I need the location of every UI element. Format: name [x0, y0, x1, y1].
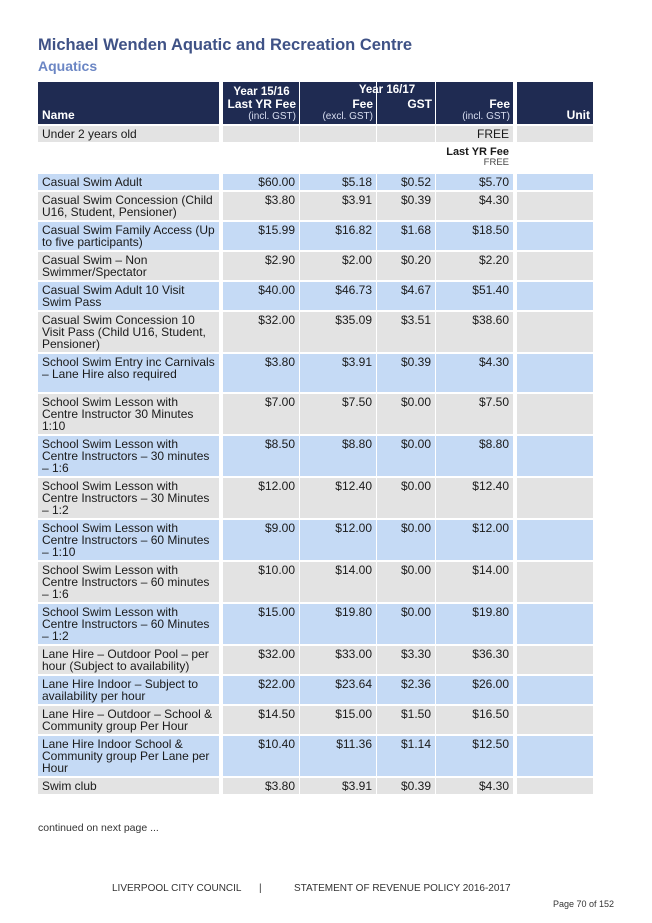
row-last-yr-fee: $15.00 — [223, 604, 299, 644]
row-name: School Swim Lesson with Centre Instructors – 60 Minutes – 1:10 — [38, 520, 219, 560]
row-last-yr-fee: $40.00 — [223, 282, 299, 310]
row-fee-excl-gst: $16.82 — [300, 222, 376, 250]
row-fee-incl-gst: $14.00 — [436, 562, 513, 602]
table-row-under-2 — [38, 126, 593, 142]
row-gst: $0.52 — [377, 174, 435, 190]
table-row — [38, 604, 593, 644]
table-row — [38, 282, 593, 310]
row-gst: $0.39 — [377, 778, 435, 794]
row-last-yr-fee: $22.00 — [223, 676, 299, 704]
row-last-yr-fee: $2.90 — [223, 252, 299, 280]
table-row — [38, 222, 593, 250]
row-last-yr-fee: $8.50 — [223, 436, 299, 476]
row-last-yr-fee: $3.80 — [223, 192, 299, 220]
row-fee-excl-gst: $33.00 — [300, 646, 376, 674]
column-header-last-yr-fee: Year 15/16 Last YR Fee (incl. GST) — [223, 82, 299, 124]
column-header-name: Name — [38, 82, 219, 124]
row-fee-excl-gst: $14.00 — [300, 562, 376, 602]
page-number: Page 70 of 152 — [553, 899, 615, 909]
row-fee-excl-gst: $2.00 — [300, 252, 376, 280]
row-gst: $0.00 — [377, 604, 435, 644]
row-name: Casual Swim Adult 10 Visit Swim Pass — [38, 282, 219, 310]
row-fee-incl-gst: $36.30 — [436, 646, 513, 674]
row-last-yr-fee: $32.00 — [223, 312, 299, 352]
row-name: Lane Hire Indoor School & Community group Per Lane per Hour — [38, 736, 219, 776]
table-row — [38, 736, 593, 776]
table-row — [38, 252, 593, 280]
row-name: Casual Swim – Non Swimmer/Spectator — [38, 252, 219, 280]
row-name: Under 2 years old — [38, 126, 219, 142]
row-gst: $0.00 — [377, 562, 435, 602]
table-row — [38, 778, 593, 794]
row-name: Casual Swim Concession (Child U16, Student, Pensioner) — [38, 192, 219, 220]
row-name: Lane Hire Indoor – Subject to availability per hour — [38, 676, 219, 704]
last-yr-fee-note: Last YR Fee FREE — [436, 144, 513, 172]
row-gst: $0.20 — [377, 252, 435, 280]
row-fee-incl-gst: $5.70 — [436, 174, 513, 190]
table-row — [38, 646, 593, 674]
row-gst: $3.30 — [377, 646, 435, 674]
row-gst: $0.39 — [377, 192, 435, 220]
continued-note: continued on next page ... — [38, 822, 159, 834]
table-row — [38, 354, 593, 392]
row-name: Casual Swim Adult — [38, 174, 219, 190]
row-fee-incl-gst: $51.40 — [436, 282, 513, 310]
row-fee-incl-gst: $7.50 — [436, 394, 513, 434]
row-fee-incl-gst: $12.50 — [436, 736, 513, 776]
row-gst: $0.00 — [377, 520, 435, 560]
row-fee-excl-gst: $3.91 — [300, 354, 376, 392]
row-fee-incl-gst: $38.60 — [436, 312, 513, 352]
row-unit — [517, 222, 593, 250]
row-unit — [517, 706, 593, 734]
table-row-under-2-note — [38, 144, 593, 172]
row-unit — [517, 778, 593, 794]
fees-table — [37, 80, 594, 796]
row-unit — [517, 520, 593, 560]
row-fee-incl-gst: $4.30 — [436, 354, 513, 392]
row-fee-incl-gst: $12.00 — [436, 520, 513, 560]
row-fee-excl-gst: $5.18 — [300, 174, 376, 190]
row-last-yr-fee: $60.00 — [223, 174, 299, 190]
row-unit — [517, 394, 593, 434]
row-name: Swim club — [38, 778, 219, 794]
row-last-yr-fee: $10.40 — [223, 736, 299, 776]
row-fee-incl-gst: $19.80 — [436, 604, 513, 644]
row-fee-incl-gst: $18.50 — [436, 222, 513, 250]
row-name: School Swim Lesson with Centre Instructor 30 Minutes 1:10 — [38, 394, 219, 434]
row-unit — [517, 436, 593, 476]
row-name: Casual Swim Family Access (Up to five participants) — [38, 222, 219, 250]
row-gst: $0.00 — [377, 478, 435, 518]
row-unit — [517, 192, 593, 220]
table-row — [38, 562, 593, 602]
row-fee-incl-gst: $26.00 — [436, 676, 513, 704]
row-fee-incl-gst: $4.30 — [436, 778, 513, 794]
row-gst: $1.50 — [377, 706, 435, 734]
row-last-yr-fee: $15.99 — [223, 222, 299, 250]
row-unit — [517, 312, 593, 352]
row-fee-excl-gst: $3.91 — [300, 778, 376, 794]
footer-document-title: STATEMENT OF REVENUE POLICY 2016-2017 — [294, 883, 511, 894]
table-row — [38, 394, 593, 434]
row-fee-excl-gst: $46.73 — [300, 282, 376, 310]
row-fee-excl-gst: $12.40 — [300, 478, 376, 518]
table-row — [38, 706, 593, 734]
column-header-year-1617: Year 16/17 — [358, 84, 416, 96]
row-gst: $0.00 — [377, 436, 435, 476]
row-gst: $3.51 — [377, 312, 435, 352]
column-header-fee-incl: Fee (incl. GST) — [436, 82, 513, 124]
row-fee-excl-gst: $8.80 — [300, 436, 376, 476]
row-gst: $1.14 — [377, 736, 435, 776]
table-row — [38, 174, 593, 190]
column-header-gst: Year 16/17 GST — [377, 82, 435, 124]
table-row — [38, 478, 593, 518]
row-unit — [517, 676, 593, 704]
footer-organisation: LIVERPOOL CITY COUNCIL — [112, 883, 242, 894]
row-unit — [517, 646, 593, 674]
row-gst: $0.39 — [377, 354, 435, 392]
row-last-yr-fee: $7.00 — [223, 394, 299, 434]
row-fee-excl-gst: $3.91 — [300, 192, 376, 220]
row-gst: $1.68 — [377, 222, 435, 250]
row-fee-incl-gst: $12.40 — [436, 478, 513, 518]
table-row — [38, 436, 593, 476]
row-last-yr-fee: $10.00 — [223, 562, 299, 602]
row-last-yr-fee: $3.80 — [223, 354, 299, 392]
row-last-yr-fee: $12.00 — [223, 478, 299, 518]
row-name: School Swim Lesson with Centre Instructors – 30 Minutes – 1:2 — [38, 478, 219, 518]
table-row — [38, 312, 593, 352]
row-fee-excl-gst: $19.80 — [300, 604, 376, 644]
row-fee-excl-gst: $11.36 — [300, 736, 376, 776]
table-row — [38, 676, 593, 704]
row-name: School Swim Entry inc Carnivals – Lane Hire also required — [38, 354, 219, 392]
footer-separator: | — [259, 883, 262, 894]
table-row — [38, 192, 593, 220]
row-name: Casual Swim Concession 10 Visit Pass (Child U16, Student, Pensioner) — [38, 312, 219, 352]
row-gst: $0.00 — [377, 394, 435, 434]
row-fee-excl-gst: $23.64 — [300, 676, 376, 704]
row-fee-excl-gst: $12.00 — [300, 520, 376, 560]
row-last-yr-fee: $32.00 — [223, 646, 299, 674]
row-gst: $2.36 — [377, 676, 435, 704]
row-last-yr-fee: $9.00 — [223, 520, 299, 560]
column-header-unit: Unit — [517, 82, 593, 124]
row-unit — [517, 252, 593, 280]
column-header-fee-excl: Fee (excl. GST) — [300, 82, 376, 124]
row-fee-incl-gst: $2.20 — [436, 252, 513, 280]
row-fee-incl-gst: $4.30 — [436, 192, 513, 220]
row-last-yr-fee: $3.80 — [223, 778, 299, 794]
row-fee-incl-gst: $16.50 — [436, 706, 513, 734]
row-name: School Swim Lesson with Centre Instructors – 60 Minutes – 1:2 — [38, 604, 219, 644]
row-unit — [517, 282, 593, 310]
row-name: School Swim Lesson with Centre Instructors – 60 minutes – 1:6 — [38, 562, 219, 602]
row-name: Lane Hire – Outdoor – School & Community group Per Hour — [38, 706, 219, 734]
row-fee-excl-gst: $15.00 — [300, 706, 376, 734]
row-name: School Swim Lesson with Centre Instructors – 30 minutes – 1:6 — [38, 436, 219, 476]
row-unit — [517, 604, 593, 644]
row-free-value: FREE — [436, 126, 513, 142]
row-gst: $4.67 — [377, 282, 435, 310]
row-fee-incl-gst: $8.80 — [436, 436, 513, 476]
table-header-row — [38, 82, 593, 124]
row-fee-excl-gst: $35.09 — [300, 312, 376, 352]
row-name: Lane Hire – Outdoor Pool – per hour (Subject to availability) — [38, 646, 219, 674]
table-row — [38, 520, 593, 560]
row-unit — [517, 562, 593, 602]
row-unit — [517, 478, 593, 518]
row-last-yr-fee: $14.50 — [223, 706, 299, 734]
section-subtitle: Aquatics — [38, 58, 98, 74]
row-unit — [517, 736, 593, 776]
row-unit — [517, 174, 593, 190]
page-title: Michael Wenden Aquatic and Recreation Centre — [38, 36, 413, 54]
row-fee-excl-gst: $7.50 — [300, 394, 376, 434]
row-unit — [517, 354, 593, 392]
